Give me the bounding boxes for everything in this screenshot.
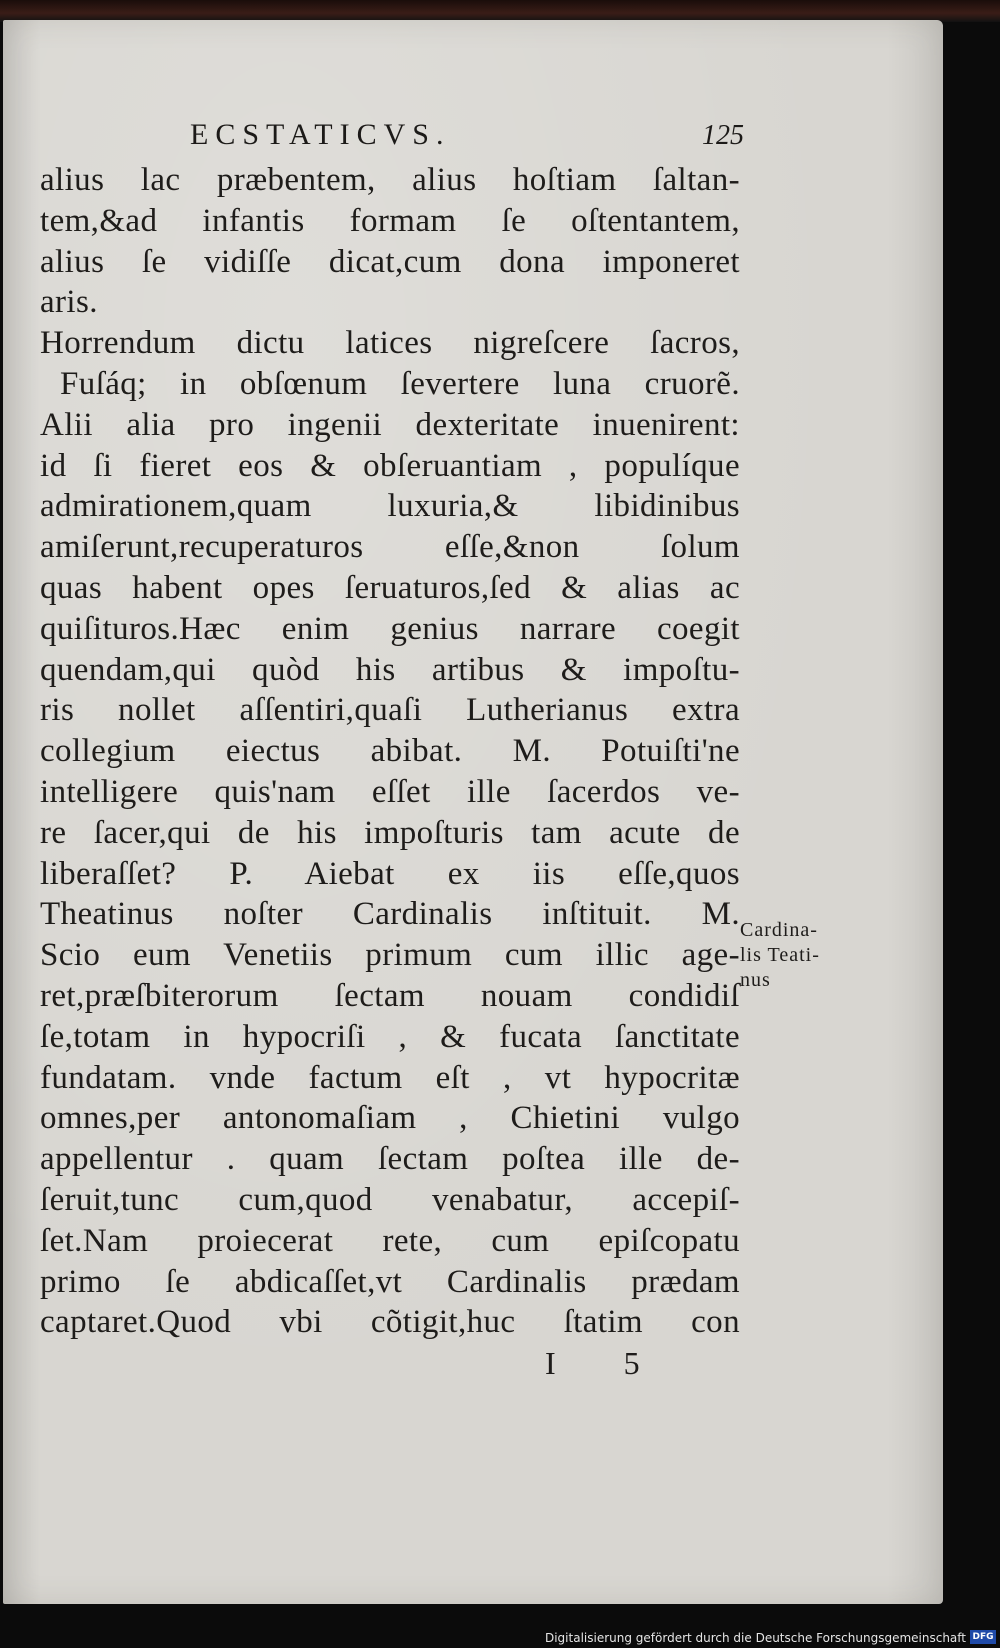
dfg-logo: DFG [970,1630,996,1644]
text-line: intelligere quis'nam eſſet ille ſacerdos ve- [40,773,740,810]
text-line: ris nollet aſſentiri,quaſi Lutherianus extra [40,692,740,729]
verse-line: Fuſáq; in obſœnum ſevertere luna cruorẽ. [60,365,740,402]
text-line: primo ſe abdicaſſet,vt Cardinalis prædam [40,1263,740,1300]
text-line: ſet.Nam proiecerat rete, cum epiſcopatu [40,1222,740,1259]
text-line: quiſituros.Hæc enim genius narrare coegit [40,610,740,647]
text-line: appellentur . quam ſectam poſtea ille de- [40,1141,740,1178]
text-line: quendam,qui quòd his artibus & impoſtu- [40,651,740,688]
funding-credit: Digitalisierung gefördert durch die Deutsche Forschungsgemeinschaft [544,1631,966,1645]
text-line: captaret.Quod vbi cõtigit,huc ſtatim con [40,1304,740,1341]
text-line: amiſerunt,recuperaturos eſſe,&non ſolum [40,529,740,566]
text-line: alius lac præbentem, alius hoſtiam ſaltan- [40,162,740,198]
body-text [40,160,740,1343]
text-line: quas habent opes ſeruaturos,ſed & alias ac [40,569,740,606]
running-title: ECSTATICVS. [190,118,451,151]
page-number: 125 [702,120,744,151]
text-line: ret,præſbiterorum ſectam nouam condidiſ [40,977,740,1014]
text-line: collegium eiectus abibat. M. Potuiſti'ne [40,733,740,770]
text-line: id ſi fieret eos & obſeruantiam , populíque [40,447,740,484]
text-line: Scio eum Venetiis primum cum illic age- [40,937,740,974]
signature-mark: I 5 [545,1345,670,1381]
marginal-note-line: lis Teati- [740,944,820,966]
book-top-edge [0,0,1000,22]
marginal-note [740,918,840,993]
text-line: omnes,per antonomaſiam , Chietini vulgo [40,1100,740,1137]
text-line: alius ſe vidiſſe dicat,cum dona imponeret [40,243,740,280]
text-line: re ſacer,qui de his impoſturis tam acute de [40,814,740,851]
running-head [40,118,744,154]
marginal-note-line: Cardina- [740,919,818,941]
footer-bar [0,1624,1000,1648]
marginal-note-line: nus [740,969,771,991]
text-line: admirationem,quam luxuria,& libidinibus [40,488,740,525]
text-line: Alii alia pro ingenii dexteritate inuenirent: [40,406,740,443]
text-line: ſe,totam in hypocriſi , & fucata ſanctitate [40,1018,740,1055]
verse-line: Horrendum dictu latices nigreſcere ſacros, [40,325,740,362]
text-line: fundatam. vnde factum eſt , vt hypocritæ [40,1059,740,1096]
text-line: Theatinus noſter Cardinalis inſtituit. M. [40,896,740,933]
text-line: liberaſſet? P. Aiebat ex iis eſſe,quos [40,855,740,892]
text-line: tem,&ad infantis formam ſe oſtentantem, [40,202,740,239]
text-line: ſeruit,tunc cum,quod venabatur, accepiſ- [40,1181,740,1218]
text-line: aris. [40,284,98,321]
